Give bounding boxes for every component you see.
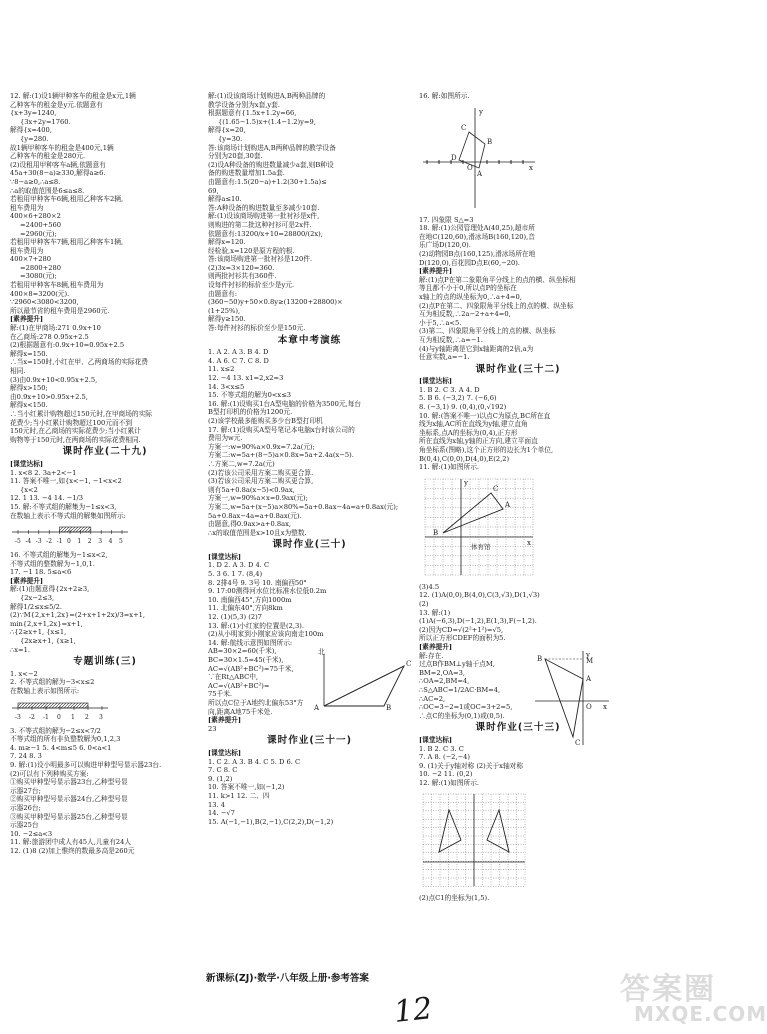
answer-line: 所在直线为x轴,y轴的正方向,建立平面直: [419, 437, 538, 446]
answer-line: (1+25%),: [208, 306, 241, 315]
triangle-reflected: [487, 810, 509, 852]
answer-line: AB=30×2=60(千米),: [208, 647, 277, 656]
answer-line: 16. 解:(1)设购买1台A型电脑的价格为3500元,每台: [208, 399, 362, 408]
solution-interval: [60, 527, 91, 532]
answer-line: 8. 2排4号 9. 3号 10. 南偏西50°: [208, 578, 307, 587]
point-label: A: [314, 704, 320, 712]
answer-line: ∴点C的坐标为(0,1)或(0,5).: [419, 711, 505, 720]
section-tag: [素养提升]: [208, 716, 242, 725]
answer-line: 角坐标系(图略),这个正方形的边长为1个单位,: [419, 446, 554, 455]
answer-line: 若租用甲种客车7辆,租用乙种客车1辆,: [10, 238, 124, 247]
grid-figure-11: [419, 475, 537, 579]
answer-line: 租车费用为: [10, 203, 44, 212]
answer-line: 12. 解:(1)如图所示.: [419, 778, 480, 787]
answer-line: 69,: [208, 186, 219, 195]
answer-line: BM=2,OA=3,: [419, 668, 466, 677]
answer-line: 1. C 2. A 3. B 4. C 5. D 6. C: [208, 757, 301, 766]
answer-line: ∴方案二,w=7.2a(元): [208, 459, 275, 468]
answer-line: ∴a的取值范围是6≤a≤8.: [10, 186, 85, 195]
answer-line: 1. x<8 2. 3a+2<−1: [10, 468, 77, 477]
answer-line: 依题意有:13200/x+10=28800/(2x),: [208, 229, 323, 238]
handwritten-page-number: 12: [392, 991, 434, 1030]
y-axis-label: y: [479, 107, 483, 116]
answer-line: 在数轴上表示如图所示:: [10, 687, 80, 695]
answer-line: 线为x轴,AC所在直线为y轴,建立直角: [419, 420, 528, 429]
answer-line: {x+3y=1240,: [10, 109, 57, 118]
section-tag: [素养提升]: [419, 642, 453, 651]
answer-line: =3080(元);: [20, 272, 57, 281]
point-label: C: [461, 123, 467, 132]
answer-line: 解:存在.: [419, 651, 444, 660]
answer-line: 解得y≥150.: [208, 315, 246, 324]
answer-line: 则有5a+0.8a(x−5)<0.9ax,: [208, 485, 295, 494]
answer-line: (2)若该公司采用方案二购买更合算.: [208, 468, 314, 477]
origin-label: O: [586, 703, 592, 711]
answer-line: 4. m≥−1 5. 4<m≤5 6. 0<a<1: [10, 743, 112, 752]
route-figure-14: [304, 646, 414, 712]
answer-line: 方案一:w=90%a×0.9x=7.2a(元);: [208, 442, 315, 451]
section-tag: [课堂达标]: [419, 735, 453, 744]
answer-line: 14. 解:航线示意图如图所示:: [208, 638, 293, 647]
tick-label: -3: [35, 538, 42, 546]
answer-line: 1. D 2. A 3. D 4. C: [208, 561, 270, 570]
answer-line: 所以正方形CDEF的面积为5.: [419, 634, 506, 643]
answer-line: {y=30.: [218, 134, 243, 143]
answer-line: 在地C(120,60),滑冰场B(160,120),音: [419, 232, 535, 241]
answer-column-1: [10, 92, 200, 856]
tick-label: 1: [71, 713, 75, 721]
answer-line: =2960(元);: [20, 229, 57, 238]
section-tag: [课堂达标]: [208, 748, 242, 757]
answer-line: (2)根据题意有:0.9x+10=0.95x+2.5: [10, 341, 125, 350]
north-label: 北: [318, 648, 325, 656]
answer-line: 示器27台;: [10, 786, 41, 795]
tick-label: -1: [43, 713, 49, 721]
answer-line: (3)由0.9x+10<0.95x+2.5,: [10, 375, 98, 384]
answer-line: 经检验,x=120是原方程的根.: [208, 246, 295, 255]
answer-line: 乙种客车的租金是280元.: [10, 152, 86, 161]
answer-line: AC=√(AB²+BC²)=: [208, 681, 270, 690]
answer-line: 400×6+280×2: [10, 212, 61, 221]
answer-line: 14. −√7: [208, 809, 235, 818]
answer-line: 15. 解:不等式组的解集为−1≤x<3,: [10, 502, 117, 511]
answer-line: 150元时,在乙商场的实际花费少;当小红累计: [10, 427, 141, 436]
answer-column-2: [208, 92, 411, 826]
answer-line: ∴{2≥x+1, {x≤1,: [10, 628, 67, 637]
answer-line: (2)动物园B点(160,125),滑冰场所在地: [419, 249, 536, 258]
answer-line: 17. −1 18. 5≤a<6: [10, 568, 72, 577]
answer-line: {3x+2y=1760.: [20, 117, 71, 126]
answer-line: 乙种客车的租金是y元.依题意有: [10, 100, 103, 109]
answer-line: {(1.65−1.5)x+(1.4−1.2)y=9,: [218, 117, 316, 126]
number-line-nl1: [10, 523, 130, 547]
section-heading: 课时作业(三十三): [475, 722, 561, 734]
tick-label: -1: [56, 538, 63, 546]
section-heading: 课时作业(三十二): [475, 363, 561, 375]
point-label: A: [586, 675, 592, 683]
answer-line: 等且都不小于0,所以点P的坐标在: [419, 284, 517, 293]
answer-line: 9. 17:00测得河水位比标准水位低0.2m: [208, 587, 327, 596]
x-axis-label: x: [529, 163, 533, 172]
solution-interval: [18, 703, 88, 708]
answer-line: 15. A(−1,−1),B(2,−1),C(2,2),D(−1,2): [208, 817, 334, 826]
section-tag: [课堂达标]: [419, 377, 453, 386]
figure: [10, 699, 200, 723]
answer-line: (2)点P在第二、四象限角平分线上的点的横、纵坐标: [419, 301, 574, 310]
tick-label: -2: [46, 538, 53, 546]
answer-line: 方案二,w=5a+(x−5)a×80%=5a+0.8ax−4a=a+0.8ax(元);: [208, 502, 399, 511]
tick-label: 2: [87, 538, 92, 546]
answer-line: 解得x>150;: [10, 384, 48, 393]
answer-line: 解:(1)在甲商场:271 0.9x+10: [10, 324, 101, 333]
answer-line: 解:(1)设该商场购进第一批衬衫是x件,: [208, 212, 320, 221]
section-heading: 本章中考演练: [277, 334, 342, 346]
tick-label: 0: [67, 538, 71, 546]
answer-line: 答:该商场计划购进A,B两种品牌的教学设备: [208, 143, 336, 152]
answer-line: 解得x<150.: [10, 401, 48, 410]
answer-line: 1. x<−2: [10, 669, 38, 678]
answer-line: (2)从小明家到小刚家应该向南走100m: [208, 630, 324, 639]
answer-line: 4. A 6. C 7. C 8. D: [208, 356, 269, 365]
section-heading: 课时作业(三十一): [267, 735, 352, 747]
figure: [304, 646, 414, 712]
point-label: D: [451, 153, 457, 162]
answer-line: (2)3x=3×120=360.: [208, 263, 275, 272]
answer-line: (2): [419, 600, 429, 608]
tick-label: 0: [57, 713, 61, 721]
answer-line: (2)设租用甲种客车a辆,依题意有: [10, 160, 106, 169]
answer-line: 所以最节省的租车费用是2960元.: [10, 306, 110, 315]
answer-line: (3)若该公司采用方案二购买更合算,: [208, 477, 314, 486]
answer-line: 8. (−3,1) 9. (0,4),(0,√192): [419, 403, 507, 412]
answer-line: 5. B 6. (−3,2) 7. (−6,6): [419, 394, 497, 403]
answer-line: 10. −2≤a<3: [10, 829, 53, 838]
answer-line: ∴OC=3−2=1或OC=3+2=5,: [419, 703, 513, 712]
point-label: C: [493, 484, 499, 493]
answer-line: 答:每件衬衫的标价至少是150元.: [208, 324, 306, 333]
answer-line: (4)与y轴距离是它到x轴距离的2倍,a为: [419, 344, 534, 353]
figure: [419, 790, 617, 890]
answer-line: {2x−2≤3,: [20, 594, 55, 603]
answer-line: 方案二:w=5a+(8−5)a×0.8x=5a+2.4a(x−5).: [208, 451, 354, 460]
answer-line: 7. A 8. (−2,−4): [419, 753, 471, 762]
answer-line: 400×7+280: [10, 255, 51, 264]
answer-line: 费用为w元.: [208, 434, 243, 443]
answer-line: ∴x的取值范围是x>10且x为整数.: [208, 528, 307, 537]
answer-line: 不等式组的整数解为−1,0,1.: [10, 559, 95, 568]
answer-line: 75千米.: [208, 690, 233, 699]
section-tag: [素养提升]: [10, 315, 44, 324]
answer-line: 任意实数,a=−1.: [419, 353, 470, 362]
answer-line: 小于5,∴a<5.: [419, 318, 462, 327]
answer-line: 1. B 2. C 3. C: [419, 744, 464, 753]
answer-line: 11. 解:旅游团中成人有45人,儿童有24人: [10, 838, 132, 847]
route-ac: [324, 666, 404, 706]
answer-line: 由题意,得0.9ax>a+0.8ax,: [208, 520, 291, 529]
answer-line: (2)可以有下列种购买方案:: [10, 769, 89, 778]
point-label: B: [386, 704, 392, 712]
answer-line: =2800+280: [20, 263, 61, 272]
answer-line: (2)设A种设备的购进数量减少a套,则B种设: [208, 160, 334, 169]
answer-line: (3)第二、四象限角平分线上的点的横、纵坐标: [419, 327, 556, 336]
answer-line: 11. x≤2: [208, 365, 235, 374]
tick-label: -2: [29, 713, 35, 721]
y-axis-label: y: [464, 478, 468, 487]
answer-line: 不等式组的所有非负整数解为0,1,2,3: [10, 735, 121, 744]
answer-line: 由题意有:: [208, 289, 238, 298]
answer-line: 解:(1)由题意得{2x+2≥3,: [10, 585, 90, 594]
answer-line: 设每件衬衫的标价至少是y元.: [208, 281, 295, 290]
answer-line: 互为相反数,∴2a−2+a+4=0,: [419, 310, 511, 319]
answer-line: =2400+560: [20, 220, 61, 229]
answer-line: 400×8=3200(元).: [10, 289, 70, 298]
answer-line: 2. 不等式组的解为−3<x≤2: [10, 678, 95, 687]
tick-label: 3: [98, 538, 103, 546]
answer-line: 12. −4 13. x1=2,x2=3: [208, 374, 284, 382]
answer-line: 租车费用为: [10, 246, 44, 255]
answer-line: 12. (1)A(0,0),B(4,0),C(3,√3),D(1,√3): [419, 591, 540, 600]
section-tag: [课堂达标]: [208, 552, 242, 561]
answer-line: 9. (1)关于y轴对称 (2)关于x轴对称: [419, 761, 524, 770]
triangle-abc: [545, 659, 583, 737]
answer-line: 12. 解:(1)设1辆甲种客车的租金是x元,1辆: [10, 92, 136, 100]
answer-line: 17. 解:(1)设购买A型号笔记本电脑x台时该公司的: [208, 425, 355, 434]
point-label: B: [487, 137, 493, 146]
answer-line: 故1辆甲种客车的租金是400元,1辆: [10, 143, 114, 152]
answer-line: ③购买甲种型号显示器25台,乙种型号显: [10, 812, 128, 821]
answer-line: 根据题意有{1.5x+1.2y=66,: [208, 109, 297, 118]
tick-label: 4: [108, 538, 113, 546]
watermark-logo: 答案圈 MXQE.COM: [620, 972, 767, 1026]
answer-line: 在数轴上表示不等式组的解集如图所示:: [10, 511, 126, 520]
answer-line: 示器25台: [10, 821, 39, 830]
answer-line: ∴当小红累计购物超过150元时,在甲商场的实际: [10, 409, 152, 418]
figure: [531, 649, 613, 747]
answer-line: ∵2960<3080<3200,: [10, 298, 79, 307]
section-heading: 课时作业(二十九): [62, 446, 148, 458]
answer-line: (2)点C1的坐标为(1,5).: [419, 894, 490, 903]
point-label: C: [406, 660, 412, 668]
answer-line: 7. C 8. C: [208, 766, 238, 775]
answer-line: 由0.9x+10>0.95x+2.5,: [10, 392, 88, 401]
point-label: B: [537, 655, 543, 663]
answer-line: 13. 解:(1)小红家的位置是(2,3).: [208, 621, 304, 630]
answer-line: 若租用甲种客车6辆,租用乙种客车2辆,: [10, 195, 124, 204]
answer-line: 16. 不等式组的解集为−1≤x<2,: [10, 551, 108, 560]
answer-line: 花费少;当小红累计购物超过100元而不到: [10, 418, 133, 427]
answer-line: 45a+30(8−a)≥330,解得a≥6.: [10, 169, 106, 178]
section-heading: 课时作业(三十): [272, 539, 347, 551]
answer-line: 备的购进数量增加1.5a套.: [208, 169, 285, 178]
answer-line: ∴AC=2,: [419, 694, 446, 703]
answer-line: 11. 解:(1)如图所示.: [419, 463, 480, 472]
answer-line: 则两批衬衫共有360件.: [208, 272, 277, 281]
answer-line: 17. 四象限 S△=3: [419, 215, 474, 224]
answer-line: 在乙商场:278 0.95x+2.5: [10, 332, 89, 341]
answer-line: (360−50)y+50×0.8y≥(13200+28800)×: [208, 298, 343, 307]
tick-label: -5: [15, 538, 21, 546]
answer-line: ∴x=1.: [10, 645, 31, 654]
point-label: A: [477, 169, 483, 178]
answer-line: 示器26台;: [10, 803, 41, 812]
answer-line: 解得a≤10.: [208, 195, 242, 204]
tick-label: -3: [15, 713, 21, 721]
tick-label: 2: [85, 713, 89, 721]
answer-line: 11. 答案不唯一,如{x<−1, −1<x<2: [10, 477, 122, 486]
triangle-original: [439, 810, 461, 852]
tick-label: 3: [99, 713, 103, 721]
answer-line: 9. 解:(1)设小明最多可以购进甲种型号显示器23台.: [10, 760, 162, 769]
tick-label: -4: [25, 538, 32, 546]
answer-line: 10. 解:(答案不唯一)以点C为原点,BC所在直: [419, 411, 551, 420]
coordinate-figure-13: [531, 649, 613, 747]
answer-line: 互为相反数,∴a=−1.: [419, 335, 483, 344]
section-tag: [课堂达标]: [10, 459, 44, 468]
answer-line: 9. (1,2): [208, 774, 233, 783]
coordinate-figure-16: [419, 104, 539, 212]
answer-line: {y=280.: [20, 134, 49, 143]
figure: [419, 475, 617, 579]
answer-line: 过点B作BM⊥y轴于点M,: [419, 660, 495, 669]
answer-line: 方案一,w=90%a×x=0.9ax(元);: [208, 494, 308, 503]
answer-line: 11. 北偏东40°,方向8km: [208, 604, 283, 613]
answer-line: 解:(1)点P在第二象限角平分线上的点的横、纵坐标相: [419, 275, 576, 284]
answer-line: 5a+0.8ax−4a=a+0.8ax(元).: [208, 511, 302, 520]
answer-line: 向,距离A地75千米处.: [208, 707, 273, 716]
answer-line: {x<2: [20, 485, 38, 494]
answer-line: BC=30×1.5=45(千米),: [208, 656, 284, 664]
answer-line: 10. 答案不唯一,如(−1,2): [208, 783, 285, 792]
answer-line: 11. k>1 12. 二、四: [208, 791, 270, 800]
x-axis-label: x: [603, 703, 607, 711]
answer-line: 10. 南偏西45°,方向1000m: [208, 595, 292, 604]
answer-line: (1)A(−6,3),D(−1,2),E(1,3),F(−1,2).: [419, 617, 537, 626]
answer-line: B(0,4),C(0,0),D(4,0),E(2,2): [419, 454, 510, 463]
answer-line: x轴上的点的纵坐标为0,∴a+4=0,: [419, 292, 522, 301]
answer-line: 解得1/2≤x≤5/2.: [10, 602, 63, 611]
answer-line: 解得x=120.: [208, 238, 246, 247]
number-line-nl2: [10, 699, 110, 723]
figure-caption: 体育馆: [471, 542, 491, 551]
answer-line: 12. 1 13. −4 14. −1/3: [10, 494, 84, 503]
answer-line: 答:该商场购进第一批衬衫是120件.: [208, 255, 313, 264]
answer-line: 教学设备分别为x套,y套.: [208, 100, 280, 109]
answer-line: ∵8−a≥0,∴a≤8.: [10, 177, 61, 186]
answer-line: 10. −2 11. (0,2): [419, 770, 473, 779]
answer-line: ②购买甲种型号显示器24台,乙种型号显: [10, 795, 128, 804]
section-tag: [素养提升]: [419, 267, 453, 276]
point-label: M: [586, 657, 594, 665]
answer-line: 所以点C位于A地约北偏东53°方: [208, 698, 304, 707]
x-axis-label: x: [527, 538, 531, 547]
point-label: B: [433, 528, 439, 537]
origin-label: O: [467, 163, 473, 172]
answer-line: 购物等于150元时,在两商场的实际花费相同.: [10, 435, 141, 444]
figure: [10, 523, 200, 547]
answer-line: 若租用甲种客车8辆,租车费用为: [10, 281, 104, 290]
answer-line: 14. 3<x≤5: [208, 382, 245, 391]
answer-line: (2)因为CD=√(2²+1²)=√5,: [419, 625, 504, 634]
answer-line: ∵在Rt△ABC中,: [208, 673, 259, 682]
grid-figure-12: [419, 790, 529, 890]
answer-line: 解得{x=20,: [208, 126, 246, 135]
answer-line: 乐广场D(120,0).: [419, 241, 471, 250]
answer-line: D(120,0),百花园D点E(60,−20).: [419, 258, 520, 267]
answer-line: B型打印机的价格为1200元.: [208, 408, 293, 417]
answer-line: ∴S△ABC=1/2AC·BM=4,: [419, 685, 501, 694]
answer-line: 15. 不等式组的解为0<x≤3: [208, 391, 292, 400]
answer-line: 12. (1)8 (2)加上惟终的数最多高是260元: [10, 846, 135, 855]
answer-line: 解得{x=400,: [10, 126, 52, 135]
answer-line: ∴当x=150时,小红在甲、乙两商场的实际花费: [10, 358, 148, 367]
answer-line: (2)该学校最多能购买多少台B型打印机: [208, 416, 323, 425]
answer-line: 解:(1)设该商场计划购进A,B两种品牌的: [208, 92, 326, 100]
answer-line: {2x≥x+1, {x≥1,: [20, 637, 76, 646]
answer-line: 由题意有:1.5(20−a)+1.2(30+1.5a)≤: [208, 177, 327, 186]
tick-label: 5: [119, 538, 123, 546]
answer-line: 坐标系,点A的坐标为(0,4),正方形: [419, 428, 518, 437]
answer-line: 5. 3 6. 1 7. (8,4): [208, 570, 263, 579]
section-tag: [素养提升]: [10, 576, 44, 585]
figure: [419, 104, 617, 212]
y-axis-label: y: [586, 651, 590, 659]
answer-line: min{2,x+1,2x}=x+1,: [10, 619, 83, 628]
section-heading: 专题训练(三): [73, 656, 137, 668]
answer-line: 16. 解:如图所示.: [419, 92, 470, 100]
answer-line: ①购买甲种型号显示器23台,乙种型号显: [10, 778, 128, 787]
page-footer: 新课标(ZJ)·数学·八年级上册·参考答案: [206, 973, 369, 984]
answer-line: 相同.: [10, 367, 26, 375]
answer-line: 1. A 2. A 3. B 4. D: [208, 348, 269, 357]
answer-line: 12. (1)(5,3) (2)7: [208, 613, 262, 622]
answer-line: 分别为20套,30套.: [208, 152, 263, 161]
answer-line: 3. 不等式组的解为−2≤x<7/2: [10, 726, 101, 735]
tick-label: 1: [77, 538, 82, 546]
answer-line: 18. 解:(1)公园管理处A(40,25),超市所: [419, 224, 535, 233]
answer-line: AC=√(AB²+BC²)=75千米,: [208, 664, 294, 673]
answer-line: 则购进的第二批这种衬衫可是2x件.: [208, 220, 312, 229]
answer-line: (3)4.5: [419, 582, 440, 591]
answer-line: ∴OA=2,BM=4,: [419, 677, 470, 686]
answer-line: 解得x=150.: [10, 349, 48, 358]
point-label: C: [575, 739, 581, 747]
answer-line: (2)∵M{2,x+1,2x}=(2+x+1+2x)/3=x+1,: [10, 611, 146, 620]
answer-line: 13. 解:(1): [419, 608, 451, 617]
point-label: A: [505, 500, 511, 509]
answer-line: 1. B 2. C 3. A 4. D: [419, 385, 480, 394]
answer-line: 答:A种设备的购进数量至多减少10套.: [208, 203, 320, 212]
answer-line: 7. 24 8. 3: [10, 752, 42, 761]
answer-column-3: [419, 92, 617, 903]
answer-line: 13. 4: [208, 800, 226, 809]
answer-line: 23: [208, 724, 217, 733]
